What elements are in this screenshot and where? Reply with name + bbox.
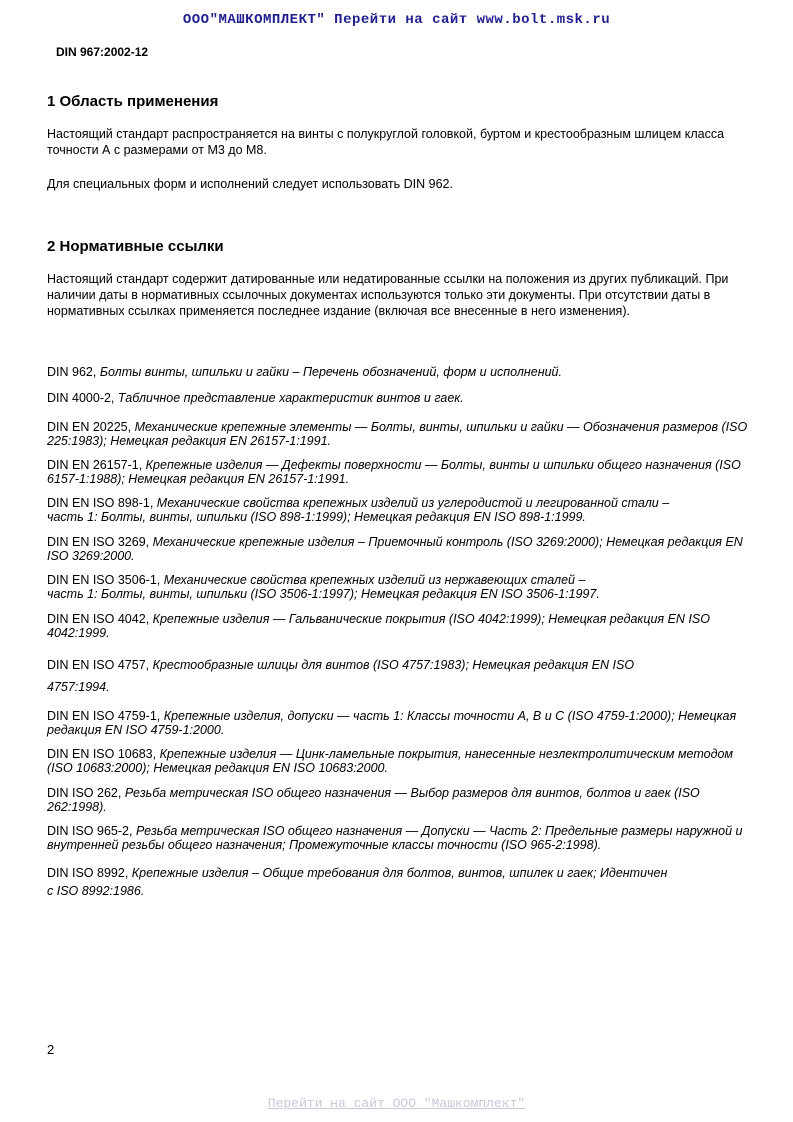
reference-title: Механические свойства крепежных изделий из нержавеющих сталей – (163, 573, 586, 587)
reference-code: DIN ISO 8992, (47, 866, 129, 880)
reference-code: DIN 962, (47, 365, 97, 379)
reference-code: DIN EN ISO 3506-1, (47, 573, 161, 587)
reference-item (47, 709, 752, 737)
reference-code: DIN EN ISO 10683, (47, 747, 157, 761)
reference-title-continuation: 4757:1994. (47, 680, 110, 694)
reference-code: DIN EN 26157-1, (47, 458, 143, 472)
reference-title: Крестообразные шлицы для винтов (ISO 4757:1983); Немецкая редакция EN ISO (152, 658, 635, 672)
reference-item (47, 612, 752, 640)
reference-title: Механические свойства крепежных изделий из углеродистой и легированной стали – (156, 496, 670, 510)
reference-code: DIN EN ISO 3269, (47, 535, 150, 549)
reference-title: Крепежные изделия, допуски — часть 1: Классы точности А, В и С (ISO 4759-1:2000); Немецкая редакция EN ISO 4759-1:2000. (47, 709, 737, 737)
reference-code: DIN 4000-2, (47, 391, 115, 405)
footer-site-link[interactable]: Перейти на сайт ООО "Машкомплект" (267, 1096, 526, 1111)
reference-item (47, 458, 752, 486)
reference-title: Крепежные изделия — Гальванические покрытия (ISO 4042:1999); Немецкая редакция EN ISO 4042:1999. (47, 612, 710, 640)
reference-item (47, 573, 752, 601)
reference-item (47, 654, 752, 698)
reference-title-continuation: часть 1: Болты, винты, шпильки (ISO 3506-1:1997); Немецкая редакция EN ISO 3506-1:1997. (47, 587, 600, 601)
section-2-title: 2 Нормативные ссылки (47, 238, 224, 255)
section-1-title: 1 Область применения (47, 93, 219, 110)
reference-title-continuation: с ISO 8992:1986. (47, 884, 145, 898)
reference-item (47, 391, 752, 405)
reference-item (47, 864, 752, 900)
section-1-paragraph-1: Настоящий стандарт распространяется на винты с полукруглой головкой, буртом и крестообразным шлицем класса точности А с размерами от М3 до М8. (47, 127, 725, 157)
reference-title: Болты винты, шпильки и гайки – Перечень обозначений, форм и исполнений. (99, 365, 562, 379)
reference-item (47, 824, 752, 852)
reference-code: DIN EN 20225, (47, 420, 132, 434)
reference-title-continuation: часть 1: Болты, винты, шпильки (ISO 898-1:1999); Немецкая редакция EN ISO 898-1:1999. (47, 510, 586, 524)
reference-code: DIN EN ISO 4042, (47, 612, 150, 626)
reference-title: Резьба метрическая ISO общего назначения — Выбор размеров для винтов, болтов и гаек (ISO 262:1998). (47, 786, 700, 814)
reference-item (47, 535, 752, 563)
reference-item (47, 496, 752, 524)
reference-item (47, 365, 752, 379)
reference-title: Табличное представление характеристик винтов и гаек. (117, 391, 464, 405)
reference-item (47, 420, 752, 448)
section-1-paragraph-2: Для специальных форм и исполнений следует использовать DIN 962. (47, 177, 453, 191)
reference-title: Крепежные изделия — Цинк-ламельные покрытия, нанесенные незлектролитическим методом (ISO 10683:2000); Немецкая редакция EN ISO 10683:2000. (47, 747, 734, 775)
reference-code: DIN ISO 965-2, (47, 824, 133, 838)
document-id: DIN 967:2002-12 (56, 45, 149, 59)
reference-title: Механические крепежные изделия – Приемочный контроль (ISO 3269:2000); Немецкая редакция EN ISO 3269:2000. (47, 535, 743, 563)
reference-title: Крепежные изделия — Дефекты поверхности — Болты, винты и шпильки общего назначения (ISO 6157-1:1988); Немецкая редакция EN 26157-1:1991. (47, 458, 741, 486)
reference-item (47, 747, 752, 775)
header-site-link[interactable]: ООО"МАШКОМПЛЕКТ" Перейти на сайт www.bolt.msk.ru (182, 12, 611, 28)
reference-code: DIN EN ISO 4757, (47, 658, 150, 672)
reference-title: Резьба метрическая ISO общего назначения — Допуски — Часть 2: Предельные размеры наружной и внутренней резьбы общего назначения; Промежуточные классы точности (ISO 965-2:1998). (47, 824, 743, 852)
reference-title: Механические крепежные элементы — Болты, винты, шпильки и гайки — Обозначения размеров (ISO 225:1983); Немецкая редакция EN 26157-1:1991. (47, 420, 748, 448)
reference-code: DIN EN ISO 898-1, (47, 496, 154, 510)
reference-title: Крепежные изделия – Общие требования для болтов, винтов, шпилек и гаек; Идентичен (131, 866, 668, 880)
page-number: 2 (47, 1042, 55, 1057)
reference-code: DIN ISO 262, (47, 786, 122, 800)
reference-code: DIN EN ISO 4759-1, (47, 709, 161, 723)
section-2-intro: Настоящий стандарт содержит датированные или недатированные ссылки на положения из других публикаций. При наличии даты в нормативных ссылочных документах используются только эти документы. При отсутствии даты в нормативных ссылках применяется последнее издание (включая все внесенные в него изменения). (47, 272, 729, 318)
reference-item (47, 786, 752, 814)
